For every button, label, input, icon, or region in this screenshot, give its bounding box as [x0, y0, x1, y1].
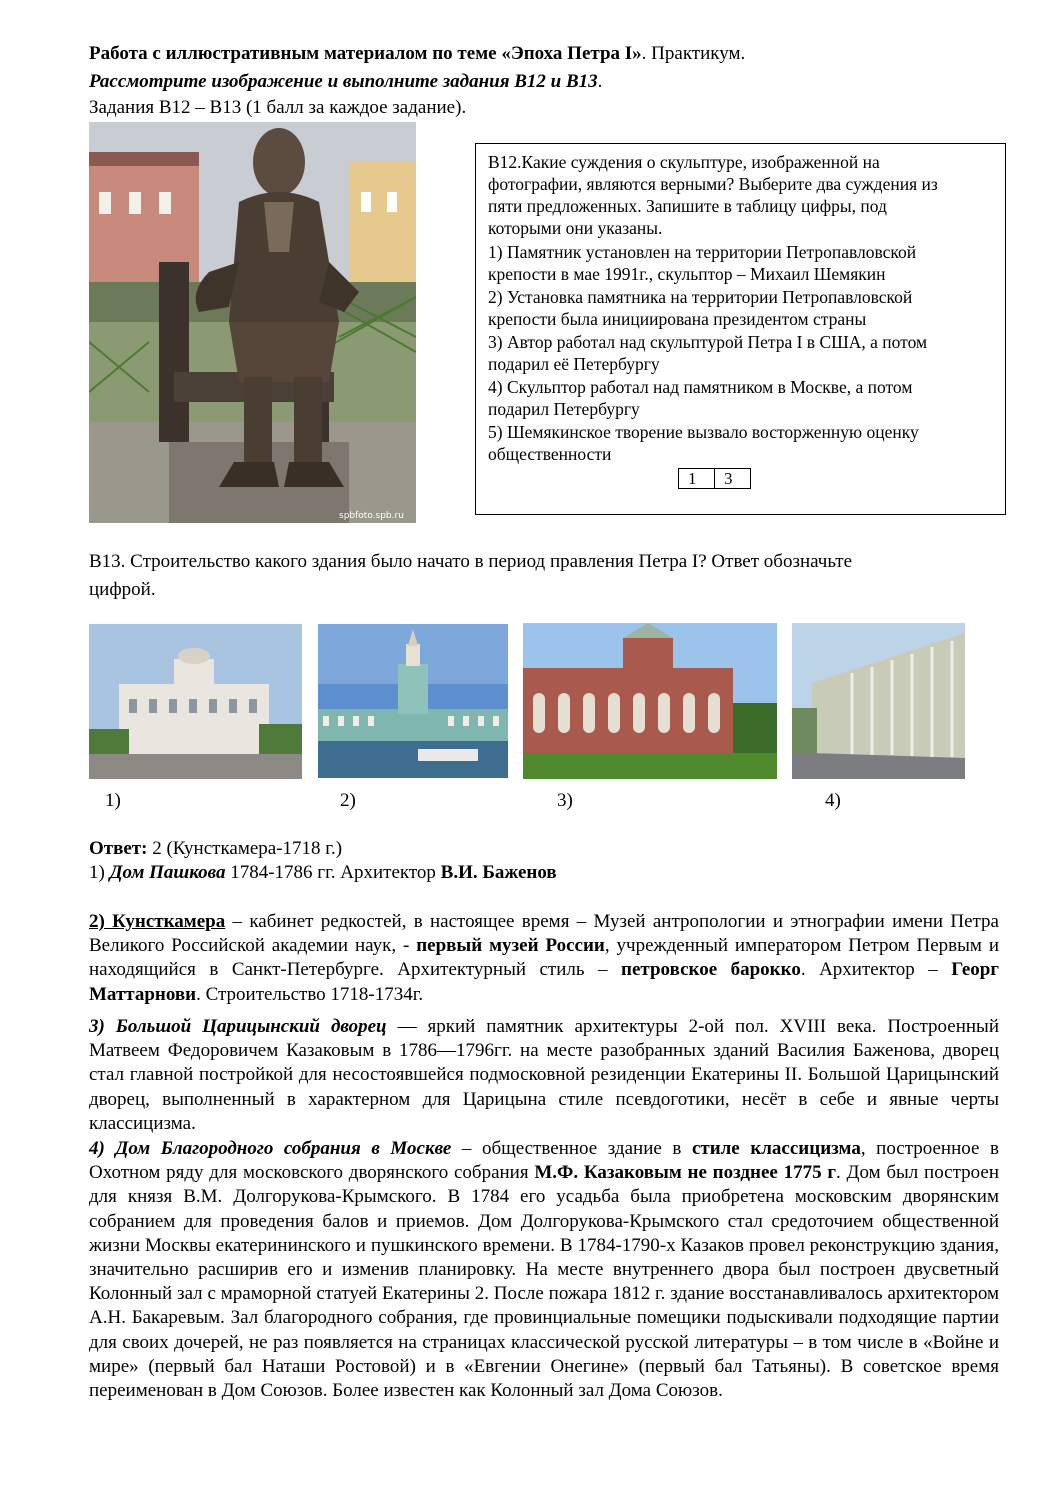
- b12-option-3: 3) Автор работал над скульптурой Петра I в США, а потом: [488, 332, 928, 352]
- p4-text: . Дом был построен для князя В.М. Долгорукова-Крымского. В 1784 его усадьба была приобретена московским дворянским собранием для проведения балов и приемов. Дом Долгорукова-Крымского стал средоточием общественной жизни Москвы екатерининского и пушкинского времени. В 1784-1790-х Казаков провел реконструкцию здания, значительно расширив его и изменив планировку. На месте внутреннего двора был построен двусветный Колонный зал с мраморной статуей Екатерины 2. После пожара 1812 г. здание восстанавливалось архитектором А.Н. Бакаревым. Зал благородного собрания, где провинциальные помещики подыскивали подходящие партии для своих дочерей, не раз появляется на страницах классической русской литературы – в том числе в «Войне и мире» (первый бал Наташи Ростовой) и в «Евгении Онегине» (первый бал Татьяны). В советское время переименован в Дом Союзов. Более известен как Колонный зал Дома Союзов.: [89, 1162, 999, 1402]
- answer-cell: 3: [715, 469, 751, 489]
- b12-option-5: 5) Шемякинское творение вызвало восторженную оценку: [488, 422, 919, 442]
- b12-line: подарил Петербургу: [488, 399, 640, 419]
- answer-cell: 1: [679, 469, 715, 489]
- photo-caption-4: 4): [825, 790, 841, 811]
- b12-line: крепости в мае 1991г., скульптор – Михаил Шемякин: [488, 264, 886, 284]
- p2-text: . Архитектор –: [800, 959, 952, 981]
- photo-caption-1: 1): [105, 790, 121, 811]
- item1-name: Дом Пашкова: [109, 862, 226, 883]
- p2-text: – кабинет редкостей, в настоящее время – Музей антропологии и этнографии имени Петра Великого Российской академии наук, -: [89, 911, 999, 957]
- paragraph-noble-assembly: [89, 1137, 999, 1403]
- p4-bold: М.Ф. Казаковым не позднее 1775 г: [534, 1162, 836, 1184]
- b13-question-line: цифрой.: [89, 579, 156, 600]
- item1-architect: В.И. Баженов: [440, 862, 557, 883]
- p2-bold: первый музей России: [416, 935, 605, 957]
- instruction-line: [89, 70, 602, 94]
- p2-bold: петровское барокко: [621, 959, 801, 981]
- b12-option-2: 2) Установка памятника на территории Петропавловской: [488, 287, 913, 307]
- b12-line: фотографии, являются верными? Выберите два суждения из: [488, 174, 938, 194]
- kunstkamera-heading: 2) Кунсткамера: [89, 911, 226, 932]
- question-b12-box: [475, 143, 1006, 515]
- b12-line: общественности: [488, 444, 612, 464]
- answer-line: [89, 837, 342, 861]
- b12-answer-table: [678, 468, 751, 489]
- p3-text: — яркий памятник архитектуры 2-ой пол. XVIII века. Построенный Матвеем Федоровичем Казаковым в 1786—1796гг. на месте разобранных зданий Василия Баженова, дворец стал главной постройкой для несостоявшейся подмосковной резиденции Екатерины II. Большой Царицынский дворец, выполненный в характерном для Царицына стиле псевдоготики, несёт в себе и явные черты классицизма.: [89, 1016, 999, 1134]
- item1-text: 1784-1786 гг. Архитектор: [225, 862, 441, 883]
- building-photo-1: [89, 624, 302, 779]
- b12-line: крепости была инициирована президентом страны: [488, 309, 867, 329]
- b12-line: В12.Какие суждения о скульптуре, изображенной на: [488, 152, 880, 172]
- b12-line: подарил её Петербургу: [488, 354, 660, 374]
- building-photo-3: [523, 623, 777, 779]
- answer-label: Ответ:: [89, 838, 148, 859]
- peter-monument-photo: [89, 122, 416, 523]
- b12-option-4: 4) Скульптор работал над памятником в Москве, а потом: [488, 377, 913, 397]
- building-photo-4: [792, 623, 965, 779]
- paragraph-kunstkamera: [89, 910, 999, 1007]
- p2-bold: Георг Маттарнови: [89, 959, 999, 1005]
- photo-caption-2: 2): [340, 790, 356, 811]
- noble-assembly-heading: 4) Дом Благородного собрания в Москве: [89, 1138, 452, 1159]
- item1-number: 1): [89, 862, 110, 883]
- document-title: [89, 42, 745, 66]
- p4-bold: стиле классицизма: [691, 1138, 861, 1159]
- title-bold: Работа с иллюстративным материалом по теме «Эпоха Петра I»: [89, 43, 642, 64]
- photo-caption-3: 3): [557, 790, 573, 811]
- b13-question-line: В13. Строительство какого здания было начато в период правления Петра I? Ответ обозначьте: [89, 551, 853, 572]
- instruction-end: .: [597, 71, 603, 92]
- paragraph-tsaritsyno: [89, 1015, 999, 1136]
- tasks-line: Задания В12 – В13 (1 балл за каждое задание).: [89, 97, 467, 118]
- b12-line: пяти предложенных. Запишите в таблицу цифры, под: [488, 196, 887, 216]
- p2-text: , учрежденный императором Петром Первым и находящийся в Санкт-Петербурге. Архитектурный стиль –: [89, 935, 999, 981]
- building-photo-2: [318, 624, 508, 778]
- p4-text: – общественное здание в: [451, 1138, 692, 1159]
- title-rest: . Практикум.: [641, 43, 746, 64]
- b12-option-1: 1) Памятник установлен на территории Петропавловской: [488, 242, 917, 262]
- p2-text: . Строительство 1718-1734г.: [196, 983, 424, 1005]
- answer-value: 2 (Кунсткамера-1718 г.): [147, 838, 343, 859]
- instruction-text: Рассмотрите изображение и выполните задания В12 и В13: [89, 71, 598, 92]
- b12-line: которыми они указаны.: [488, 218, 663, 238]
- tsaritsyno-heading: 3) Большой Царицынский дворец: [89, 1016, 387, 1037]
- answer-item-1: [89, 861, 557, 885]
- photo-watermark: spbfoto.spb.ru: [339, 511, 404, 521]
- p4-text: , построенное в Охотном ряду для московского дворянского собрания: [89, 1138, 999, 1184]
